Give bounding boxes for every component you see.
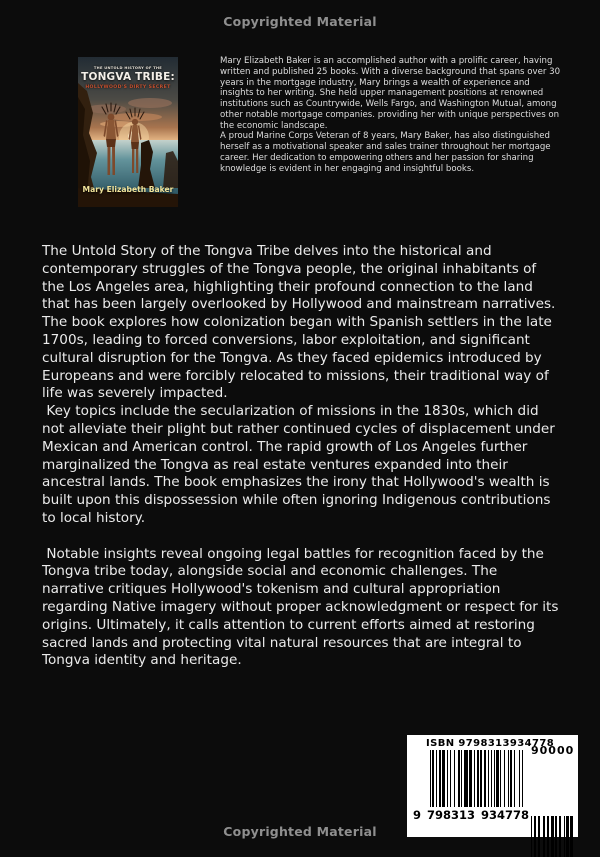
isbn-number: ISBN 9798313934778 bbox=[426, 738, 555, 749]
description-paragraph: Key topics include the secularization of missions in the 1830s, which did not alleviate their plight but rather continued cycles of displacement under Mexican and American control. The rapid growth of Los Angeles further marginalized the Tongva as real estate ventures expanded into their ancestral lands. The book emphasizes the irony that Hollywood's wealth is built upon this dispossession while often ignoring Indigenous contributions to local history. bbox=[42, 403, 560, 526]
cover-author-name: Mary Elizabeth Baker bbox=[82, 185, 174, 194]
book-cover-thumbnail bbox=[78, 57, 178, 207]
copyright-notice-top: Copyrighted Material bbox=[223, 14, 377, 29]
description-paragraph: The Untold Story of the Tongva Tribe delves into the historical and contemporary struggles of the Tongva people, the original inhabitants of the Los Angeles area, highlighting their profound connection to the land that has been largely overlooked by Hollywood and mainstream narratives. The book explores how colonization began with Spanish settlers in the late 1700s, leading to forced conversions, labor exploitation, and significant cultural disruption for the Tongva. As they faced epidemics introduced by Europeans and were forcibly relocated to missions, their traditional way of life was severely impacted. bbox=[42, 243, 560, 402]
isbn-barcode-block bbox=[407, 735, 578, 837]
ean-digit-group: 934778 bbox=[481, 808, 530, 822]
ean-digit-left: 9 bbox=[413, 808, 422, 822]
ean-digits bbox=[413, 806, 530, 822]
author-bio-paragraph: A proud Marine Corps Veteran of 8 years, Mary Baker, has also distinguished herself as a motivational speaker and sales trainer throughout her mortgage career. Her dedication to empowering others and her passion for sharing knowledge is evident in her engaging and insightful books. bbox=[220, 131, 554, 174]
barcode-supplemental-code: 90000 bbox=[531, 744, 575, 757]
cover-series-title: THE UNTOLD HISTORY OF THE bbox=[93, 66, 163, 70]
cover-title: TONGVA TRIBE: bbox=[81, 71, 175, 83]
copyright-notice-bottom: Copyrighted Material bbox=[223, 824, 377, 839]
cover-subtitle: HOLLYWOOD'S DIRTY SECRET bbox=[85, 85, 171, 90]
author-bio bbox=[220, 56, 561, 174]
book-description bbox=[42, 243, 563, 670]
author-bio-paragraph: Mary Elizabeth Baker is an accomplished author with a prolific career, having written and published 25 books. With a diverse background that spans over 30 years in the mortgage industry, Mary brings a wealth of experience and insights to her writing. She held upper management positions at renowned institutions such as Countrywide, Wells Fargo, and Washington Mutual, among other notable mortgage companies. providing her with unique perspectives on the economic landscape. bbox=[220, 56, 563, 131]
ean-barcode bbox=[430, 750, 523, 807]
ean-digit-group: 798313 bbox=[427, 808, 476, 822]
description-paragraph: Notable insights reveal ongoing legal battles for recognition faced by the Tongva tribe today, alongside social and economic challenges. The narrative critiques Hollywood's tokenism and cultural appropriation regarding Native imagery without proper acknowledgment or respect for its origins. Ultimately, it calls attention to current efforts aimed at restoring sacred lands and protecting vital natural resources that are integral to Tongva identity and heritage. bbox=[42, 545, 563, 669]
